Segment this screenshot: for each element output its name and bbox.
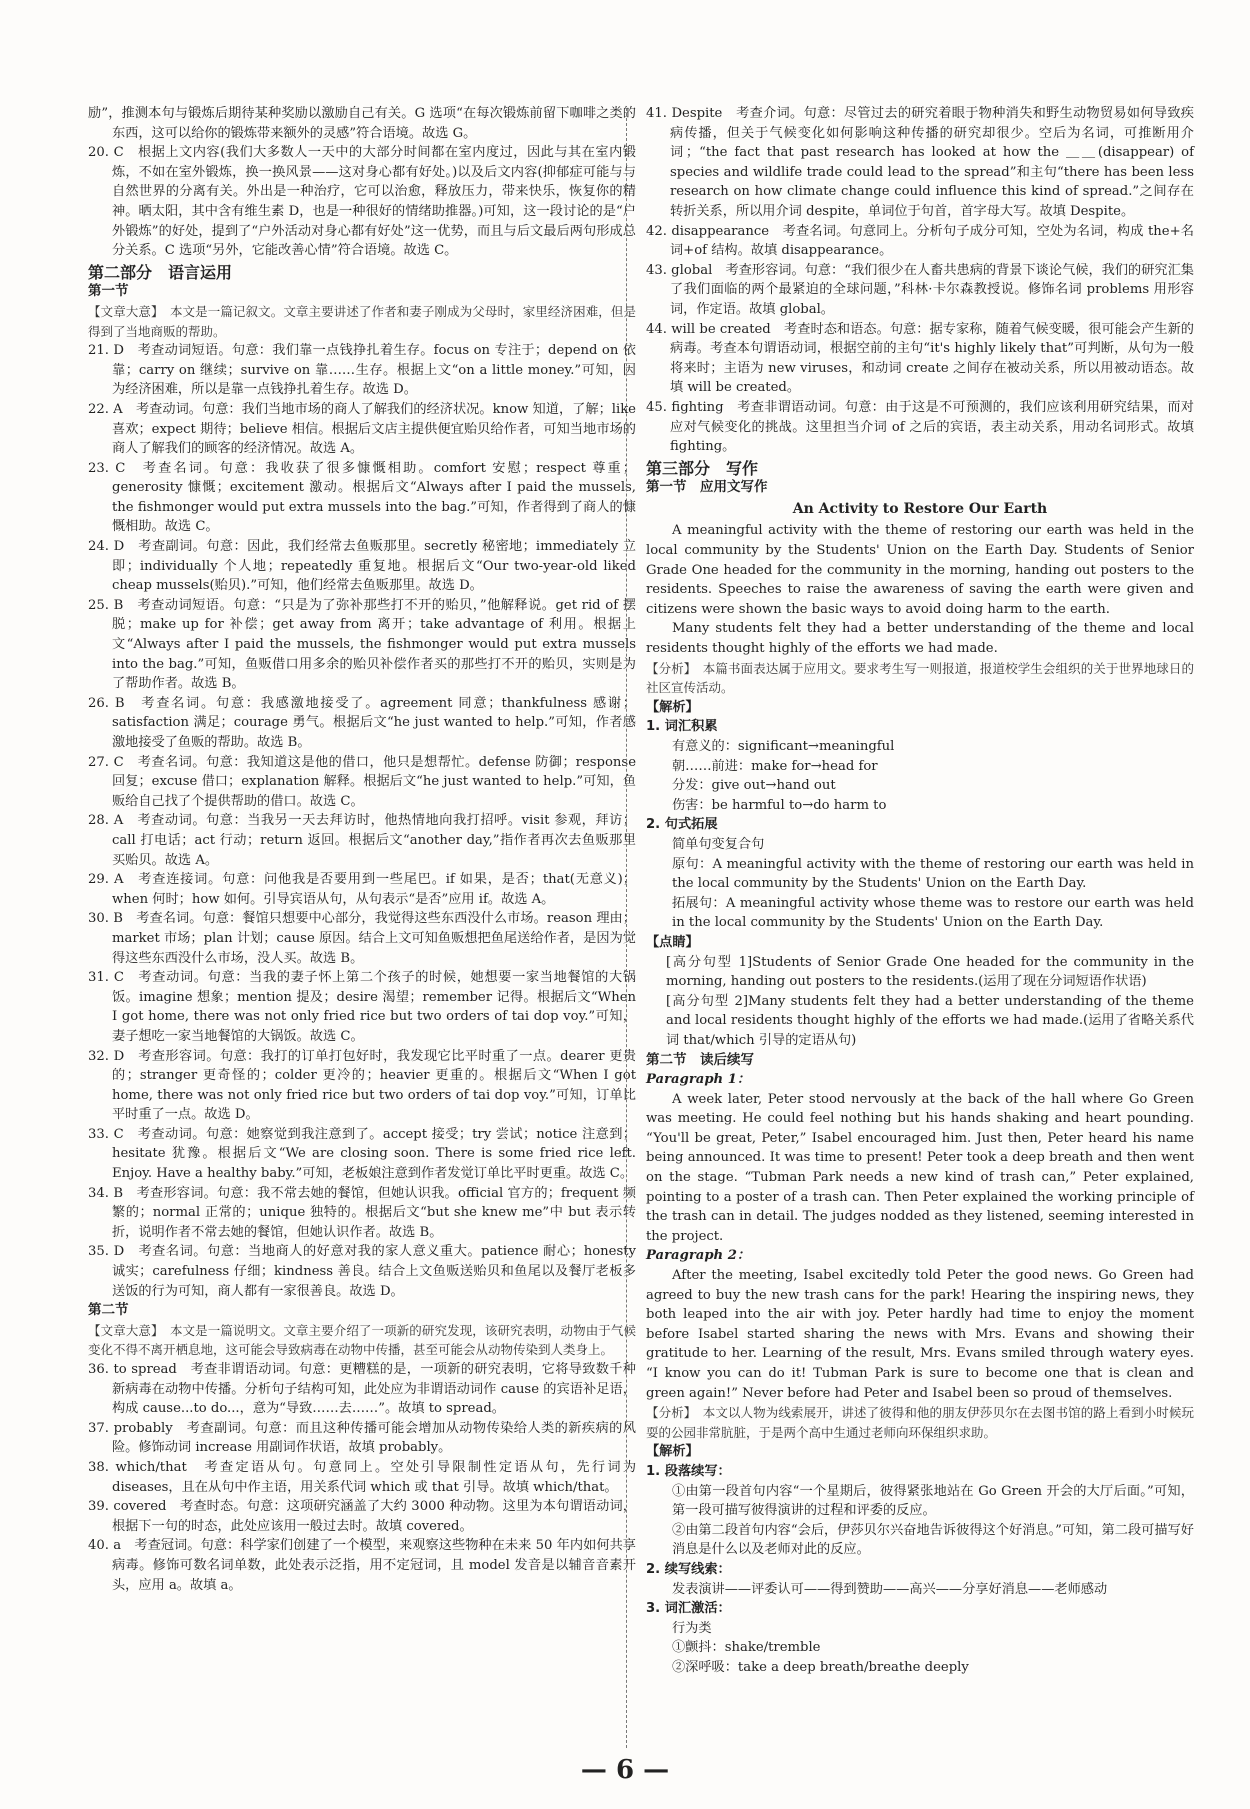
left-column — [88, 104, 636, 1595]
left-paragraph: 25. B 考查动词短语。句意：“只是为了弥补那些打不开的贻贝，”他解释说。get rid of 摆脱；make up for 补偿；get away from 离开；take advantage of 利用。根据上文“Always after I paid the mussels, the fishmonger would put extra mussels into the bag.”可知，鱼贩借口用多余的贻贝补偿作者买的那些打不开的贻贝，实则是为了帮助作者。故选 B。 — [88, 597, 636, 692]
right-paragraph: 42. disappearance 考查名词。句意同上。分析句子成分可知，空处为名词，构成 the+名词+of 结构。故填 disappearance。 — [646, 223, 1194, 259]
right-paragraph: 【点睛】 — [646, 934, 699, 950]
right-paragraph: 伤害：be harmful to→do harm to — [672, 797, 887, 813]
left-paragraph: 34. B 考查形容词。句意：我不常去她的餐馆，但她认识我。official 官方的；frequent 频繁的；normal 正常的；unique 独特的。根据后文“but she knew me”中 but 表示转折，说明作者不常去她的餐馆，但她认识作者。故选 B。 — [88, 1185, 636, 1240]
right-paragraph: 2. 续写线索： — [646, 1561, 731, 1577]
right-column — [646, 104, 1194, 1678]
right-paragraph: ①由第一段首句内容“一个星期后，彼得紧张地站在 Go Green 开会的大厅后面。”可知，第一段可描写彼得演讲的过程和评委的反应。 — [672, 1483, 1194, 1519]
left-paragraph: 第一节 — [88, 283, 129, 300]
left-paragraph: 37. probably 考查副词。句意：而且这种传播可能会增加从动物传染给人类的新疾病的风险。修饰动词 increase 用副词作状语，故填 probably。 — [88, 1420, 636, 1456]
right-paragraph: [高分句型 2]Many students felt they had a better understanding of the theme and local residents thought highly of the efforts we had made.(运用了省略关系代词 that/which 引导的定语从句) — [666, 993, 1194, 1048]
left-paragraph: 第二部分 语言运用 — [88, 262, 233, 282]
left-paragraph: 21. D 考查动词短语。句意：我们靠一点钱挣扎着生存。focus on 专注于；depend on 依靠；carry on 继续；survive on 靠……生存。根据上文“on a little money.”可知，因为经济困难，所以是靠一点钱挣扎着生存。故选 D。 — [88, 343, 636, 398]
left-paragraph: 20. C 根据上文内容(我们大多数人一天中的大部分时间都在室内度过，因此与其在室内锻炼，不如在室外锻炼，换一换风景——这对身心都有好处。)以及后文内容(抑郁症可能与与自然世界的分离有关。外出是一种治疗，它可以治愈，释放压力，带来快乐，恢复你的精神。晒太阳，其中含有维生素 D，也是一种很好的情绪助推器。)可知，这一段讨论的是“户外锻炼”的好处，提到了“户外活动对身心都有好处”这一优势，而且与后文最后两句形成总分关系。C 选项“另外，它能改善心情”符合语境。故选 C。 — [88, 145, 636, 259]
right-paragraph: 【解析】 — [646, 1444, 699, 1460]
right-paragraph: 拓展句：A meaningful activity whose theme was to restore our earth was held in the local community by the Students' Union on the Earth Day. — [672, 895, 1194, 931]
page-number: — 6 — — [580, 1755, 670, 1785]
left-paragraph: 36. to spread 考查非谓语动词。句意：更糟糕的是，一项新的研究表明，它将导致数千种新病毒在动物中传播。分析句子结构可知，此处应为非谓语动词作 cause 的宾语补足语，构成 cause...to do...，意为“导致……去……”。故填 to spread。 — [88, 1362, 636, 1417]
right-paragraph: 44. will be created 考查时态和语态。句意：据专家称，随着气候变暖，很可能会产生新的病毒。考查本句谓语动词，根据空前的主句“it's highly likely that”可判断，从句为一般将来时；主语为 new viruses，和动词 create 之间存在被动关系，所以用被动语态。故填 will be created。 — [646, 321, 1194, 396]
left-paragraph: 26. B 考查名词。句意：我感激地接受了。agreement 同意；thankfulness 感谢；satisfaction 满足；courage 勇气。根据后文“he just wanted to help.”可知，作者感激地接受了鱼贩的帮助。故选 B。 — [88, 695, 636, 750]
left-paragraph: 33. C 考查动词。句意：她察觉到我注意到了。accept 接受；try 尝试；notice 注意到；hesitate 犹豫。根据后文“We are closing soon. There is some fried rice left. Enjoy. Have a healthy baby.”可知，老板娘注意到作者发觉订单比平时更重。故选 C。 — [88, 1126, 636, 1182]
right-paragraph: 朝……前进：make for→head for — [672, 758, 878, 774]
left-paragraph: 28. A 考查动词。句意：当我另一天去拜访时，他热情地向我打招呼。visit 参观，拜访；call 打电话；act 行动；return 返回。根据后文“another day,”指作者再次去鱼贩那里买贻贝。故选 A。 — [88, 813, 636, 868]
right-paragraph: 【解析】 — [646, 699, 699, 715]
left-paragraph: 23. C 考查名词。句意：我收获了很多慷慨相助。comfort 安慰；respect 尊重；generosity 慷慨；excitement 激动。根据后文“Always after I paid the mussels, the fishmonger would put extra mussels into the bag.”可知，作者得到了商人的慷慨相助。故选 C。 — [88, 460, 636, 535]
right-paragraph: 行为类 — [672, 1620, 712, 1636]
left-paragraph: 39. covered 考查时态。句意：这项研究涵盖了大约 3000 种动物。这里为本句谓语动词，根据下一句的时态，此处应该用一般过去时。故填 covered。 — [88, 1499, 636, 1534]
right-paragraph: ①颤抖：shake/tremble — [672, 1640, 821, 1656]
right-paragraph: 1. 段落续写： — [646, 1463, 731, 1479]
right-paragraph: 第三部分 写作 — [646, 458, 759, 478]
right-paragraph: Paragraph 2： — [646, 1248, 751, 1264]
right-paragraph: [高分句型 1]Students of Senior Grade One headed for the community in the morning, handing out posters to the residents.(运用了现在分词短语作状语) — [666, 954, 1194, 990]
right-paragraph: 【分析】 本篇书面表达属于应用文。要求考生写一则报道，报道校学生会组织的关于世界地球日的社区宣传活动。 — [646, 660, 1194, 696]
left-paragraph: 27. C 考查名词。句意：我知道这是他的借口，他只是想帮忙。defense 防御；response 回复；excuse 借口；explanation 解释。根据后文“he just wanted to help.”可知，鱼贩给自己找了个提供帮助的借口。故选 C。 — [88, 754, 636, 809]
right-paragraph: 45. fighting 考查非谓语动词。句意：由于这是不可预测的，我们应该利用研究结果，而对应对气候变化的挑战。这里担当介词 of 之后的宾语，表主动关系，用动名词形式。故填 fighting。 — [646, 399, 1194, 455]
right-paragraph: A week later, Peter stood nervously at the back of the hall where Go Green was meeting. He could feel nothing but his hands shaking and heart pounding. “You'll be great, Peter,” Isabel encouraged him. Just then, Peter heard his name being announced. It was time to present! Peter took a deep breath and then went on the stage. “Tubman Park needs a new kind of trash can,” Peter explained, pointing to a poster of a trash can. Then Peter explained the working principle of the trash can in detail. The judges nodded as they listened, seeming interested in the project. — [646, 1091, 1194, 1244]
left-paragraph: 【文章大意】 本文是一篇记叙文。文章主要讲述了作者和妻子刚成为父母时，家里经济困难，但是得到了当地商贩的帮助。 — [88, 303, 636, 339]
left-paragraph: 30. B 考查名词。句意：餐馆只想要中心部分，我觉得这些东西没什么市场。reason 理由；market 市场；plan 计划；cause 原因。结合上文可知鱼贩想把鱼尾送给作者，是因为觉得这些东西没什么市场，没人买。故选 B。 — [88, 911, 636, 966]
right-paragraph: A meaningful activity with the theme of restoring our earth was held in the local community by the Students' Union on the Earth Day. Students of Senior Grade One headed for the community in the morning, handing out posters to the residents. Speeches to raise the awareness of saving the earth were given and citizens were shown the basic ways to avoid doing harm to the earth. — [646, 523, 1194, 617]
left-paragraph: 35. D 考查名词。句意：当地商人的好意对我的家人意义重大。patience 耐心；honesty 诚实；carefulness 仔细；kindness 善良。结合上文鱼贩送贻贝和鱼尾以及餐厅老板多送饭的行为可知，商人都有一家很善良。故选 D。 — [88, 1244, 636, 1299]
right-paragraph: Paragraph 1： — [646, 1072, 751, 1088]
right-paragraph: 41. Despite 考查介词。句意：尽管过去的研究着眼于物种消失和野生动物贸易如何导致疾病传播，但关于气候变化如何影响这种传播的研究却很少。空后为名词，可推断用介词；“the fact that past research has looked at how the ＿＿(disappear) of species and wildlife trade could lead to the spread”和主句“there has been less research on how climate change could influence this kind of spread.”之间存在转折关系，所以用介词 despite，单词位于句首，首字母大写。故填 Despite。 — [646, 106, 1194, 219]
right-paragraph: 第一节 应用文写作 — [646, 479, 768, 496]
left-paragraph: 第二节 — [88, 1302, 129, 1319]
right-paragraph: 原句：A meaningful activity with the theme of restoring our earth was held in the local community by the Students' Union on the Earth Day. — [672, 856, 1194, 892]
right-paragraph: 1. 词汇积累 — [646, 719, 718, 735]
left-paragraph: 励”，推测本句与锻炼后期待某种奖励以激励自己有关。G 选项“在每次锻炼前留下咖啡之类的东西，这可以给你的锻炼带来额外的灵感”符合语境。故选 G。 — [88, 106, 636, 141]
right-paragraph: Many students felt they had a better understanding of the theme and local residents thought highly of the efforts we had made. — [646, 621, 1194, 657]
left-paragraph: 22. A 考查动词。句意：我们当地市场的商人了解我们的经济状况。know 知道，了解；like 喜欢；expect 期待；believe 相信。根据后文店主提供便宜贻贝给作者，可知当地市场的商人了解我们的顾客的经济情况。故选 A。 — [88, 401, 636, 457]
right-paragraph: ②由第二段首句内容“会后，伊莎贝尔兴奋地告诉彼得这个好消息。”可知，第二段可描写好消息是什么以及老师对此的反应。 — [672, 1522, 1194, 1558]
left-paragraph: 32. D 考查形容词。句意：我打的订单打包好时，我发现它比平时重了一点。dearer 更贵的；stranger 更奇怪的；colder 更冷的；heavier 更重的。根据后文“When I got home, there was not only fried rice but two orders of tai dop voy.”可知，订单比平时重了一点。故选 D。 — [88, 1048, 636, 1123]
right-paragraph: 发表演讲——评委认可——得到赞助——高兴——分享好消息——老师感动 — [672, 1581, 1108, 1597]
right-paragraph: 2. 句式拓展 — [646, 817, 718, 833]
left-paragraph: 【文章大意】 本文是一篇说明文。文章主要介绍了一项新的研究发现，该研究表明，动物由于气候变化不得不离开栖息地，这可能会导致病毒在动物中传播，甚至可能会从动物传染到人类身上。 — [88, 1322, 636, 1358]
right-paragraph: After the meeting, Isabel excitedly told Peter the good news. Go Green had agreed to buy the new trash cans for the park! Hearing the inspiring news, they both leaped into the air with joy. Peter hardly had time to enjoy the moment before Isabel started sharing the news with Mrs. Evans and showing their gratitude to her. Learning of the result, Mrs. Evans smiled through watery eyes. “I know you can do it! Tubman Park is sure to become one that is clean and green again!” Never before had Peter and Isabel been so proud of themselves. — [646, 1268, 1194, 1401]
left-paragraph: 29. A 考查连接词。句意：问他我是否要用到一些尾巴。if 如果，是否；that(无意义)；when 何时；how 如何。引导宾语从句，从句表示“是否”应用 if。故选 A。 — [88, 872, 636, 907]
left-paragraph: 38. which/that 考查定语从句。句意同上。空处引导限制性定语从句，先行词为 diseases，且在从句中作主语，用关系代词 which 或 that 引导。故填 which/that。 — [88, 1459, 636, 1495]
right-paragraph: An Activity to Restore Our Earth — [792, 500, 1048, 517]
column-divider — [626, 108, 627, 1748]
left-paragraph: 24. D 考查副词。句意：因此，我们经常去鱼贩那里。secretly 秘密地；immediately 立即；individually 个人地；repeatedly 重复地。根据后文“Our two-year-old liked cheap mussels(贻贝).”可知，他们经常去鱼贩那里。故选 D。 — [88, 539, 636, 594]
right-paragraph: 【分析】 本文以人物为线索展开，讲述了彼得和他的朋友伊莎贝尔在去图书馆的路上看到小时候玩耍的公园非常肮脏，于是两个高中生通过老师向环保组织求助。 — [646, 1405, 1194, 1440]
left-paragraph: 40. a 考查冠词。句意：科学家们创建了一个模型，来观察这些物种在未来 50 年内如何共享病毒。修饰可数名词单数，此处表示泛指，用不定冠词，且 model 发音是以辅音音素开头，应用 a。故填 a。 — [88, 1538, 636, 1593]
right-paragraph: 3. 词汇激活： — [646, 1601, 731, 1617]
left-paragraph: 31. C 考查动词。句意：当我的妻子怀上第二个孩子的时候，她想要一家当地餐馆的大锅饭。imagine 想象；mention 提及；desire 渴望；remember 记得。根据后文“When I got home, there was not only fried rice but two orders of tai dop voy.”可知，妻子想吃一家当地餐馆的大锅饭。故选 C。 — [88, 970, 636, 1044]
right-paragraph: 有意义的：significant→meaningful — [672, 739, 895, 754]
right-paragraph: 分发：give out→hand out — [672, 778, 836, 794]
right-paragraph: 第二节 读后续写 — [646, 1051, 754, 1068]
right-paragraph: 43. global 考查形容词。句意：“我们很少在人畜共患病的背景下谈论气候，我们的研究汇集了我们面临的两个最紧迫的全球问题，”科林·卡尔森教授说。修饰名词 problems 用形容词，作定语。故填 global。 — [646, 262, 1194, 317]
right-paragraph: ②深呼吸：take a deep breath/breathe deeply — [672, 1659, 969, 1675]
right-paragraph: 简单句变复合句 — [672, 836, 765, 852]
